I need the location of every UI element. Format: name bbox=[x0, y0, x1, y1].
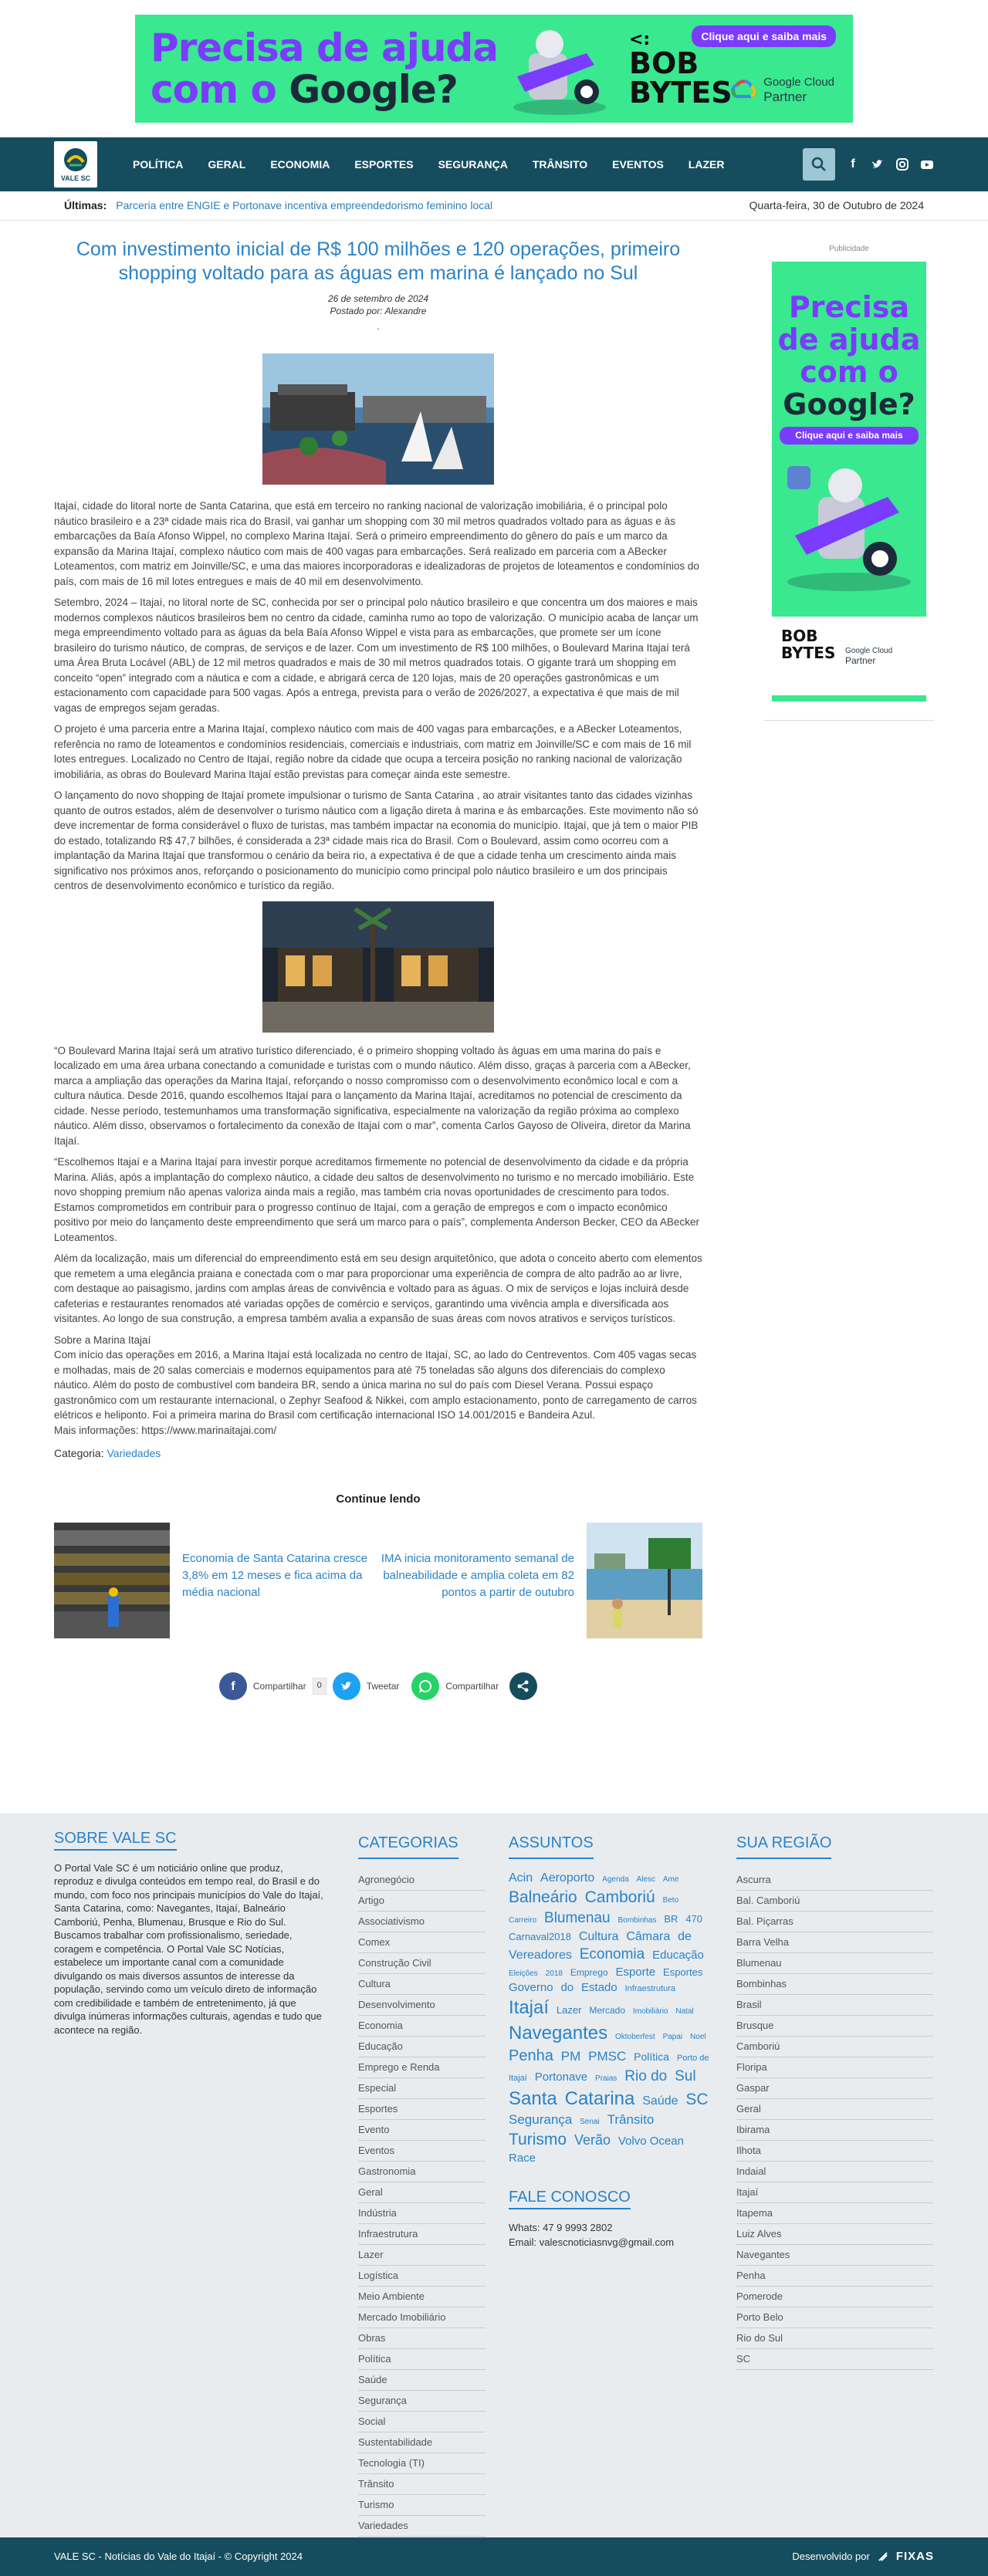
nav-item-politica[interactable]: POLÍTICA bbox=[133, 157, 184, 171]
footer-region-link[interactable]: Geral bbox=[736, 2099, 933, 2120]
nav-item-geral[interactable]: GERAL bbox=[208, 157, 246, 171]
nav-item-seguranca[interactable]: SEGURANÇA bbox=[438, 157, 508, 171]
related-articles bbox=[54, 1523, 702, 1638]
latest-news-ticker bbox=[0, 191, 988, 221]
footer-category-link[interactable]: Especial bbox=[358, 2078, 486, 2099]
tag-link[interactable]: Emprego bbox=[570, 1966, 608, 1978]
ad-brand: <: BOB BYTES bbox=[629, 30, 733, 110]
tag-link[interactable]: Imobiliário bbox=[632, 2007, 668, 2017]
tag-link[interactable]: Vereadores bbox=[509, 1949, 572, 1962]
instagram-icon[interactable] bbox=[895, 157, 909, 171]
google-cloud-icon bbox=[729, 79, 757, 100]
sidebar-ad-cta[interactable]: Clique aqui e saiba mais bbox=[780, 427, 919, 445]
tag-link[interactable]: Política bbox=[634, 2050, 670, 2064]
ad-headline: Precisa de ajuda com o Google? bbox=[151, 25, 499, 112]
tag-link[interactable]: Volvo Ocean Race bbox=[509, 2135, 684, 2165]
footer-category-link[interactable]: Evento bbox=[358, 2120, 486, 2141]
current-date: Quarta-feira, 30 de Outubro de 2024 bbox=[749, 199, 924, 212]
tag-link[interactable]: Natal bbox=[675, 2007, 694, 2017]
article-paragraph: “O Boulevard Marina Itajaí será um atrativo turístico diferenciado, é o primeiro shopping voltado às águas em uma marina do país e localizado em uma área urbana conectando a comunidade e turistas com o mundo náutico. Além disso, graças à parceria com a ABecker, marca a ampliação das operações da Marina Itajaí, reforçando o nosso compromisso com o desenvolvimento econômico local e com a cultura náutica. Desde 2016, quando escolhemos Itajaí para o lançamento da Marina Itajaí, acreditamos no potencial de crescimento da cidade. Nesse período, testemunhamos uma transformação significativa, especialmente na valorização da região próxima ao complexo náutico. Além disso, observamos o fortalecimento da conexão de Itajaí com o mar”, comenta Carlos Gayoso de Oliveira, diretor da Marina Itajaí. bbox=[54, 1044, 691, 1147]
tag-link[interactable]: Governo bbox=[509, 1981, 553, 1995]
tag-link[interactable]: BR bbox=[664, 1912, 678, 1925]
sidebar-ad-footer: BOB BYTES Google Cloud Partner bbox=[772, 617, 926, 701]
tag-link[interactable]: Aeroporto bbox=[540, 1871, 595, 1885]
tag-link[interactable]: Turismo bbox=[509, 2131, 567, 2149]
footer bbox=[0, 1814, 988, 2537]
footer-category-link[interactable]: Segurança bbox=[358, 2391, 486, 2412]
main-navbar bbox=[0, 137, 988, 191]
tag-link[interactable]: Esporte bbox=[615, 1965, 656, 1979]
footer-category-link[interactable]: Eventos bbox=[358, 2141, 486, 2162]
facebook-share-icon[interactable]: f bbox=[219, 1672, 247, 1700]
share-bar bbox=[54, 1672, 702, 1700]
footer-category-link[interactable]: Artigo bbox=[358, 1891, 486, 1912]
share-icon[interactable] bbox=[509, 1672, 537, 1700]
footer-category-link[interactable]: Cultura bbox=[358, 1974, 486, 1995]
article-paragraph: “Escolhemos Itajaí e a Marina Itajaí para investir porque acreditamos firmemente no potencial de desenvolvimento da cidade e da própria Marina. Aliás, após a implantação do complexo náutico, a cidade deu saltos de desenvolvimento no turismo e no mercado imobiliário. Este novo shopping premium não apenas valoriza ainda mais a região, mas também cria novas oportunidades de crescimento para todos. Estamos comprometidos em contribuir para o progresso contínuo de Itajaí, com a geração de empregos e com o impacto econômico positivo por meio do lançamento deste empreendimento que será um marco para o país”, complementa Anderson Becker, CEO da ABecker Loteamentos. bbox=[54, 1156, 699, 1243]
tag-link[interactable]: Trânsito bbox=[607, 2112, 655, 2128]
twitter-icon[interactable] bbox=[871, 157, 885, 171]
tag-link[interactable]: de bbox=[678, 1929, 692, 1943]
article-category bbox=[54, 1445, 702, 1461]
tag-link[interactable]: Oktoberfest bbox=[614, 2032, 655, 2041]
tag-link[interactable]: Segurança bbox=[509, 2112, 573, 2128]
tag-link[interactable]: Balneário bbox=[509, 1888, 577, 1906]
footer-category-link[interactable]: Construção Civil bbox=[358, 1953, 486, 1974]
footer-contact-title: FALE CONOSCO bbox=[509, 2190, 631, 2209]
tag-link[interactable]: 470 bbox=[685, 1912, 703, 1925]
nav-item-transito[interactable]: TRÂNSITO bbox=[532, 157, 588, 171]
footer-about bbox=[54, 1832, 324, 2537]
tag-cloud bbox=[509, 1870, 713, 2167]
article-separator: . bbox=[377, 321, 380, 332]
fixas-logo-icon bbox=[878, 2551, 888, 2562]
footer-region-link[interactable]: Gaspar bbox=[736, 2078, 933, 2099]
tag-link[interactable]: Saúde bbox=[642, 2094, 678, 2108]
article-body-part-2 bbox=[54, 1043, 702, 1438]
footer-category-link[interactable]: Meio Ambiente bbox=[358, 2287, 486, 2307]
related-article-left[interactable] bbox=[54, 1523, 378, 1638]
ticker-headline-link[interactable]: Parceria entre ENGIE e Portonave incentiva empreendedorismo feminino local bbox=[116, 199, 493, 212]
tag-link[interactable]: Noel bbox=[690, 2032, 706, 2041]
tag-link[interactable]: Santa bbox=[509, 2088, 557, 2109]
footer-category-link[interactable]: Lazer bbox=[358, 2245, 486, 2266]
footer-category-link[interactable]: Social bbox=[358, 2412, 486, 2432]
footer-region-link[interactable]: Itapema bbox=[736, 2203, 933, 2224]
footer-category-link[interactable]: Obras bbox=[358, 2328, 486, 2349]
tag-link[interactable]: Catarina bbox=[564, 2088, 635, 2109]
footer-region-link[interactable]: Bal. Camboriú bbox=[736, 1891, 933, 1912]
article-date: 26 de setembro de 2024 bbox=[327, 293, 429, 304]
nav-item-economia[interactable]: ECONOMIA bbox=[270, 157, 330, 171]
tag-link[interactable]: Senai bbox=[580, 2118, 600, 2127]
footer-about-text: O Portal Vale SC é um noticiário online que produz, reproduz e divulga conteúdos em tempo real, do Brasil e do mundo, com foco nos principais municípios do Vale do Itajaí, Santa Catarina, como: Navegantes, Itajaí, Balneário Camboriú, Penha, Blumenau, Brusque e Rio do Sul. bbox=[54, 1861, 323, 1928]
tag-link[interactable]: Bombinhas bbox=[618, 1915, 657, 1925]
whatsapp-contact: Whats: 47 9 9993 2802 bbox=[509, 2221, 613, 2233]
footer-region-link[interactable]: Barra Velha bbox=[736, 1932, 933, 1953]
tag-link[interactable]: Economia bbox=[579, 1946, 645, 1963]
footer-category-link[interactable]: Comex bbox=[358, 1932, 486, 1953]
article-paragraph: O projeto é uma parceria entre a Marina Itajaí, complexo náutico com mais de 400 vagas para embarcações, e a ABecker Loteamentos, referência no ramo de loteamentos e condomínios residenciais, comerciais e industriais, com matriz em Joinville/SC e com mais de 16 mil lotes entregues. Localizado no Centro de Itajaí, região nobre da cidade que ocupa a terceira posição no ranking nacional de valorização imobiliária, as obras do Boulevard Marina Itajaí estão previstas para começar ainda este semestre. bbox=[54, 723, 692, 780]
article-paragraph: O lançamento do novo shopping de Itajaí promete impulsionar o turismo de Santa Catarina , ao atrair visitantes tanto das cidades vizinhas quanto de outros estados, além de desenvolver o turismo náutico com a ligação direta à marina e às embarcações. Este movimento não só deve incrementar de forma considerável o fluxo de turistas, mas também impactar na economia do município. Itajaí, que já tem o maior PIB do estado, totalizando R$ 47,7 bilhões, é considerada a 23ª cidade mais rica do Brasil. Com o Boulevard, assim como ocorreu com a implantação da Marina Itajaí que transformou o cenário da beira rio, a expectativa é de que a cidade tenha um crescimento ainda mais significativo nos próximos anos, reforçando o posicionamento do município como principal polo náutico brasileiro e um dos principais centros de desenvolvimento econômico e turístico da região. bbox=[54, 789, 699, 892]
tag-link[interactable]: Verão bbox=[574, 2132, 611, 2148]
tag-link[interactable]: PM bbox=[560, 2049, 581, 2064]
footer-region-link[interactable]: Indaial bbox=[736, 2162, 933, 2182]
footer-region-link[interactable]: Ilhota bbox=[736, 2141, 933, 2162]
tag-link[interactable]: Navegantes bbox=[509, 2022, 608, 2044]
tag-link[interactable]: Carnaval2018 bbox=[509, 1930, 571, 1942]
footer-category-link[interactable]: Saúde bbox=[358, 2370, 486, 2391]
tag-link[interactable]: PMSC bbox=[588, 2049, 627, 2064]
tag-link[interactable]: Agenda bbox=[602, 1875, 629, 1884]
tag-link[interactable]: Eleições bbox=[509, 1969, 538, 1978]
article-paragraph: Além da localização, mais um diferencial do empreendimento está em seu design arquitetônico, que adota o conceito aberto com elementos que remetem a uma elegância praiana e conectada com o mar para proporcionar uma experiência de compra de alto padrão ao ar livre, com destaque ao paisagismo, jardins com amplas áreas de convivência e voltado para as águas. O mix de serviços e lojas incluirá desde cafeterias e restaurantes renomados até variadas opções de comércio e serviços, garantindo uma vivência ampla e diversificada aos visitantes. Ao longo de sua construção, a empresa também avalia a expansão de suas áreas com novos atrativos e serviços turísticos. bbox=[54, 1253, 702, 1325]
copyright-text: VALE SC - Notícias do Vale do Itajaí - © Copyright 2024 bbox=[54, 2550, 303, 2562]
tag-link[interactable]: Portonave bbox=[534, 2071, 588, 2084]
tag-link[interactable]: Camboriú bbox=[584, 1888, 655, 1906]
tag-link[interactable]: Cultura bbox=[578, 1929, 619, 1943]
tag-link[interactable]: Carreiro bbox=[509, 1915, 537, 1925]
footer-category-link[interactable]: Emprego e Renda bbox=[358, 2057, 486, 2078]
footer-category-link[interactable]: Infraestrutura bbox=[358, 2224, 486, 2245]
footer-tags-title: ASSUNTOS bbox=[509, 1832, 594, 1859]
footer-category-link[interactable]: Desenvolvimento bbox=[358, 1995, 486, 2016]
share-count: 0 bbox=[313, 1678, 327, 1695]
whatsapp-share-label[interactable]: Compartilhar bbox=[445, 1680, 499, 1692]
article-body-part-1 bbox=[54, 499, 702, 894]
top-banner-area bbox=[0, 0, 988, 137]
twitter-share-icon[interactable] bbox=[333, 1672, 360, 1700]
nav-item-lazer[interactable]: LAZER bbox=[688, 157, 725, 171]
footer-region-list bbox=[736, 1870, 933, 2370]
advertising-label: Publicidade bbox=[829, 245, 869, 253]
footer-region-link[interactable]: Brasil bbox=[736, 1995, 933, 2016]
youtube-icon[interactable] bbox=[920, 157, 934, 171]
footer-region-link[interactable]: Penha bbox=[736, 2266, 933, 2287]
bottom-bar bbox=[0, 2537, 988, 2576]
sidebar-divider bbox=[764, 720, 934, 721]
facebook-icon[interactable]: f bbox=[851, 157, 855, 171]
tag-link[interactable]: Infraestrutura bbox=[624, 1984, 676, 1994]
ad-illustration bbox=[502, 22, 618, 119]
tag-link[interactable]: Acin bbox=[509, 1871, 533, 1885]
tag-link[interactable]: 2018 bbox=[545, 1969, 563, 1978]
footer-category-link[interactable]: Esportes bbox=[358, 2099, 486, 2120]
related-article-right[interactable] bbox=[378, 1523, 702, 1638]
tag-link[interactable]: Blumenau bbox=[544, 1909, 611, 1926]
tag-link[interactable]: do bbox=[560, 1981, 574, 1995]
tag-link[interactable]: Estado bbox=[581, 1981, 618, 1995]
logo-icon bbox=[63, 147, 89, 173]
category-label: Categoria: bbox=[54, 1447, 104, 1460]
ad-cta-button[interactable]: Clique aqui e saiba mais bbox=[692, 25, 836, 47]
footer-category-link[interactable]: Trânsito bbox=[358, 2474, 486, 2495]
nav-actions bbox=[803, 148, 934, 181]
footer-category-link[interactable]: Variedades bbox=[358, 2516, 486, 2537]
footer-region-link[interactable]: SC bbox=[736, 2349, 933, 2370]
search-icon bbox=[811, 157, 827, 172]
nav-menu bbox=[120, 157, 736, 172]
footer-tags bbox=[509, 1832, 713, 2537]
footer-region-link[interactable]: Bombinhas bbox=[736, 1974, 933, 1995]
footer-about-text: Buscamos trabalhar com profissionalismo, seriedade, coragem e competência. O Portal Vale SC Notícias, estabelece um importante canal com a comunidade divulgando os mais diversos assuntos de interesse da população, servindo como um veículo direto de informação com credibilidade e também de entretenimento, já que divulga inúmeras informações culturais, agendas e tudo que acontece na região. bbox=[54, 1929, 322, 2036]
footer-categories-title: CATEGORIAS bbox=[358, 1832, 458, 1859]
footer-category-link[interactable]: Indústria bbox=[358, 2203, 486, 2224]
footer-category-link[interactable]: Economia bbox=[358, 2016, 486, 2037]
article-title: Com investimento inicial de R$ 100 milhões e 120 operações, primeiro shopping voltado para as águas em marina é lançado no Sul bbox=[76, 238, 681, 284]
footer-category-link[interactable]: Associativismo bbox=[358, 1912, 486, 1932]
related-title: Economia de Santa Catarina cresce 3,8% em 12 meses e fica acima da média nacional bbox=[182, 1552, 368, 1600]
continue-reading-heading: Continue lendo bbox=[336, 1492, 421, 1506]
article-image-boulevard bbox=[262, 901, 494, 1033]
sidebar-ad-banner[interactable] bbox=[772, 262, 926, 701]
tag-link[interactable]: Mercado bbox=[589, 2005, 626, 2017]
tag-link[interactable]: Beto bbox=[662, 1895, 679, 1905]
footer-category-link[interactable]: Tecnologia (TI) bbox=[358, 2453, 486, 2474]
sidebar-ad-headline: Precisa de ajuda com o Google? bbox=[777, 289, 921, 421]
tag-link[interactable]: Sul bbox=[675, 2068, 696, 2085]
tag-link[interactable]: Rio do bbox=[624, 2068, 668, 2085]
footer-region-link[interactable]: Camboriú bbox=[736, 2037, 933, 2057]
nav-item-eventos[interactable]: EVENTOS bbox=[612, 157, 664, 171]
footer-region-link[interactable]: Pomerode bbox=[736, 2287, 933, 2307]
footer-regions bbox=[736, 1832, 933, 2537]
tag-link[interactable]: Papai bbox=[662, 2032, 683, 2041]
developer-label: Desenvolvido por bbox=[792, 2550, 870, 2562]
tag-link[interactable]: Câmara bbox=[626, 1929, 671, 1943]
google-cloud-partner: Google Cloud Partner bbox=[729, 75, 834, 104]
article-paragraph: Setembro, 2024 – Itajaí, no litoral norte de SC, conhecida por ser o principal polo náutico brasileiro e que concentra um dos maiores e mais modernos complexos náuticos brasileiros bem no centro da cidade, caminha rumo ao topo de valorização. O município acaba de lançar um mega empreendimento voltado para as águas da bela Baía Afonso Wippel e vista para as embarcações, que promete ser um ícone brasileiro do turismo náutico, de compras, de serviços e de lazer. Com um investimento de R$ 100 milhões, o Boulevard Marina Itajaí terá uma Área Bruta Locável (ABL) de 12 mil metros quadrados e mais de 30 mil metros quadrados totais. O gigante trará um shopping em conceito “open” integrado com a náutica e com a cidade, e abrigará cerca de 120 lojas, mais de 20 operações gastronômicas e um estacionamento com capacidade para 500 vagas. Após a entrega, prevista para o verão de 2026/2027, a expectativa é que mais de mil vagas de empregos sejam geradas. bbox=[54, 597, 699, 714]
sidebar-ad-illustration bbox=[772, 451, 926, 597]
footer-categories bbox=[358, 1832, 486, 2537]
footer-region-link[interactable]: Brusque bbox=[736, 2016, 933, 2037]
article-author: Postado por: Alexandre bbox=[330, 306, 427, 316]
category-link[interactable]: Variedades bbox=[107, 1447, 161, 1460]
related-thumb-beach bbox=[587, 1523, 702, 1638]
site-logo[interactable]: VALE SC bbox=[54, 141, 97, 188]
footer-category-link[interactable]: Geral bbox=[358, 2182, 486, 2203]
footer-category-link[interactable]: Educação bbox=[358, 2037, 486, 2057]
footer-category-link[interactable]: Sustentabilidade bbox=[358, 2432, 486, 2453]
developer-brand[interactable]: FIXAS bbox=[895, 2550, 934, 2564]
sidebar bbox=[764, 221, 934, 1700]
footer-region-link[interactable]: Floripa bbox=[736, 2057, 933, 2078]
related-title: IMA inicia monitoramento semanal de balneabilidade e amplia coleta em 82 pontos a partir de outubro bbox=[381, 1552, 574, 1600]
footer-category-link[interactable]: Política bbox=[358, 2349, 486, 2370]
article-image-marina bbox=[262, 353, 494, 485]
footer-category-link[interactable]: Gastronomia bbox=[358, 2162, 486, 2182]
tag-link[interactable]: Porto de Itajaí bbox=[509, 2054, 709, 2084]
top-ad-banner[interactable] bbox=[135, 15, 853, 123]
footer-category-link[interactable]: Agronegócio bbox=[358, 1870, 486, 1891]
tag-link[interactable]: Educação bbox=[652, 1949, 704, 1962]
footer-regions-title: SUA REGIÃO bbox=[736, 1832, 831, 1859]
tag-link[interactable]: Praias bbox=[595, 2074, 618, 2084]
footer-category-link[interactable]: Logística bbox=[358, 2266, 486, 2287]
footer-region-link[interactable]: Rio do Sul bbox=[736, 2328, 933, 2349]
main-content bbox=[0, 221, 988, 1700]
nav-item-esportes[interactable]: ESPORTES bbox=[354, 157, 414, 171]
related-thumb-warehouse bbox=[54, 1523, 170, 1638]
footer-region-link[interactable]: Bal. Piçarras bbox=[736, 1912, 933, 1932]
footer-region-link[interactable]: Ascurra bbox=[736, 1870, 933, 1891]
tag-link[interactable]: Ame bbox=[662, 1875, 679, 1884]
article-paragraph: Itajaí, cidade do litoral norte de Santa Catarina, que está em terceiro no ranking nacional de valorização imobiliária, é o principal polo náutico brasileiro e a 23ª cidade mais rica do Brasil, vai ganhar um shopping com 30 mil metros quadrados voltado para as águas e às embarcações da Baía Afonso Wippel, no complexo Marina Itajaí. Será o primeiro empreendimento do gênero do país e um marco da expansão da Marina Itajaí, complexo náutico com mais de 400 vagas para embarcações. Será realizado em parceria com a ABecker Loteamentos, com matriz em Joinville/SC, e uma das maiores incorporadoras e idealizadoras de projetos de loteamentos e condomínios do país, com mais de 16 mil lotes entregues e mais de 40 mil em desenvolvimento. bbox=[54, 500, 699, 587]
footer-about-title: SOBRE VALE SC bbox=[54, 1832, 177, 1851]
footer-region-link[interactable]: Navegantes bbox=[736, 2245, 933, 2266]
footer-contact bbox=[509, 2190, 713, 2250]
article bbox=[54, 221, 702, 1700]
footer-category-link[interactable]: Mercado Imobiliário bbox=[358, 2307, 486, 2328]
tag-link[interactable]: Alesc bbox=[636, 1875, 655, 1884]
developer-credit bbox=[792, 2548, 934, 2565]
tag-link[interactable]: Penha bbox=[509, 2047, 553, 2065]
whatsapp-share-icon[interactable] bbox=[411, 1672, 439, 1700]
footer-region-link[interactable]: Blumenau bbox=[736, 1953, 933, 1974]
footer-region-link[interactable]: Porto Belo bbox=[736, 2307, 933, 2328]
article-paragraph: Sobre a Marina Itajaí Com início das operações em 2016, a Marina Itajaí está localizada no centro de Itajaí, SC, ao lado do Centreventos. Com 405 vagas secas e molhadas, mais de 20 salas comerciais e modernos equipamentos para até 75 toneladas são alguns dos diferenciais do complexo náutico. Além do posto de combustível com bandeira BR, sendo a única marina no sul do país com Diesel Verana. Possui espaço gastronômico com um restaurante internacional, o Zephyr Seafood & Nikkei, com amplo estacionamento, ponto de carregamento de carros elétricos e heliponto. Foi a primeira marina do Brasil com certificação internacional ISO 14.001/2015 e Bandeira Azul. Mais informações: https://www.marinaitajai.com/ bbox=[54, 1334, 697, 1436]
tag-link[interactable]: Itajaí bbox=[509, 1997, 550, 2019]
ticker-label: Últimas: bbox=[64, 199, 107, 212]
search-button[interactable] bbox=[803, 148, 835, 181]
tag-link[interactable]: SC bbox=[685, 2090, 709, 2108]
footer-category-list bbox=[358, 1870, 486, 2537]
footer-region-link[interactable]: Ibirama bbox=[736, 2120, 933, 2141]
footer-region-link[interactable]: Itajaí bbox=[736, 2182, 933, 2203]
facebook-share-label[interactable]: Compartilhar bbox=[252, 1680, 306, 1692]
twitter-share-label[interactable]: Tweetar bbox=[366, 1680, 400, 1692]
tag-link[interactable]: Lazer bbox=[556, 2004, 582, 2017]
footer-category-link[interactable]: Turismo bbox=[358, 2495, 486, 2516]
tag-link[interactable]: Esportes bbox=[663, 1966, 703, 1978]
email-contact: Email: valescnoticiasnvg@gmail.com bbox=[509, 2236, 675, 2248]
footer-region-link[interactable]: Luiz Alves bbox=[736, 2224, 933, 2245]
